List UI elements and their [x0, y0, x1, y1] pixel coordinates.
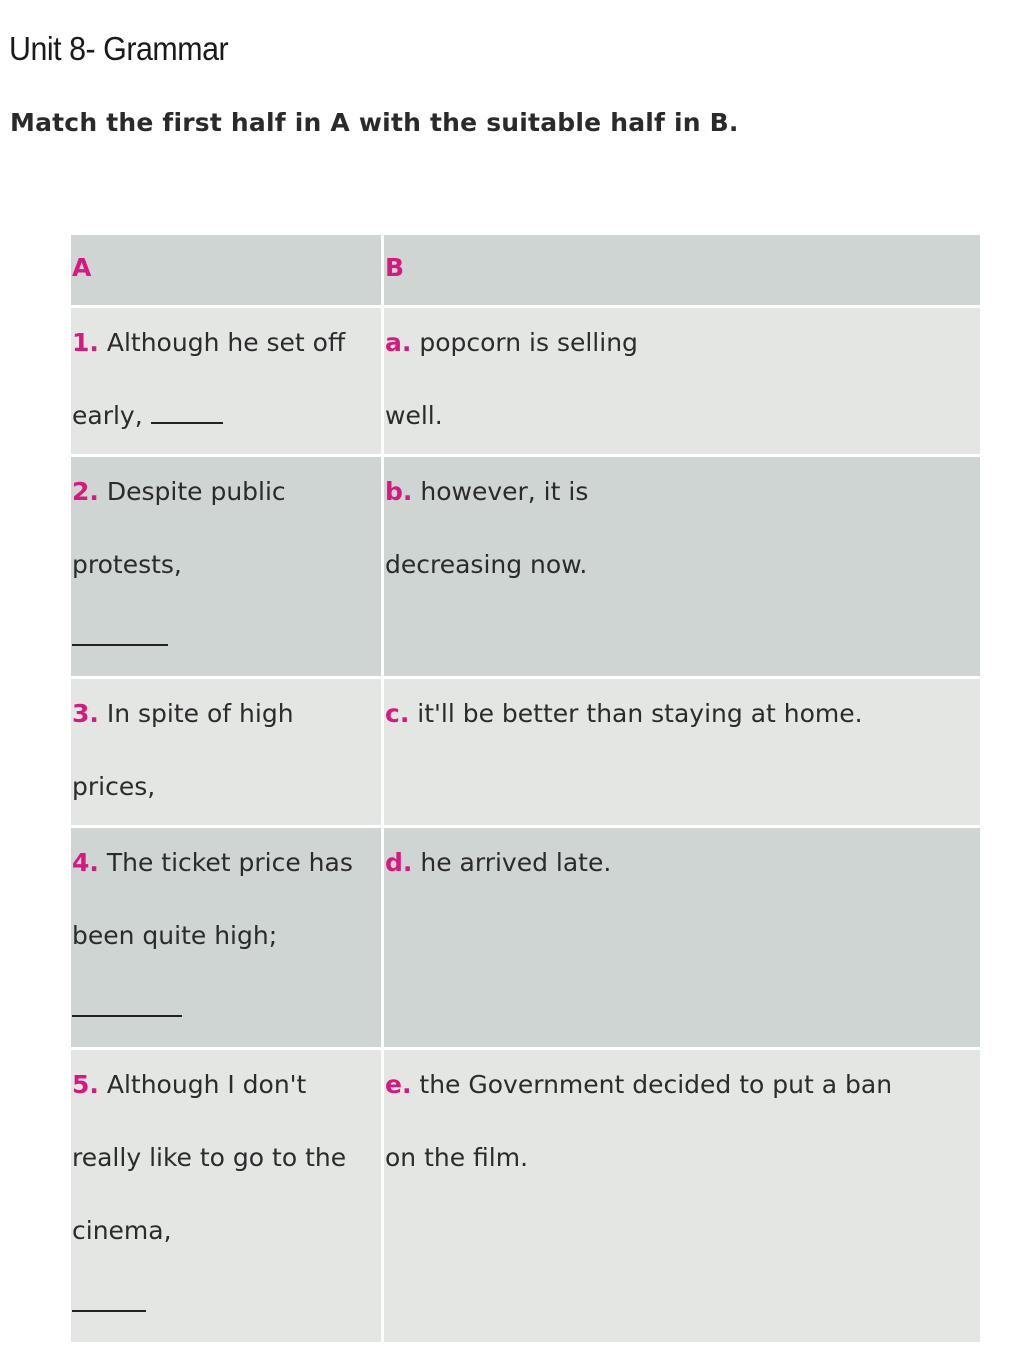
- line: well.: [385, 401, 443, 430]
- line: really like to go to the: [72, 1143, 347, 1172]
- line: e. the Government decided to put a ban: [385, 1070, 893, 1099]
- table-row: [70, 307, 982, 456]
- instruction-text: Match the first half in A with the suitable half in B.: [10, 108, 739, 137]
- option-letter: b.: [385, 477, 413, 506]
- cell-a: [70, 827, 383, 1049]
- table-row: [70, 678, 982, 827]
- option-letter: c.: [385, 699, 410, 728]
- line: prices,: [72, 772, 156, 801]
- matching-table: [68, 232, 983, 1345]
- item-number: 5.: [72, 1070, 99, 1099]
- line: on the film.: [385, 1143, 529, 1172]
- answer-blank[interactable]: [151, 421, 223, 424]
- line: early,: [72, 379, 381, 452]
- page-title: Unit 8- Grammar: [9, 30, 229, 67]
- column-b-header: B: [383, 234, 982, 307]
- answer-blank[interactable]: [72, 1309, 146, 1312]
- option-letter: a.: [385, 328, 412, 357]
- table-header-row: [70, 234, 982, 307]
- item-number: 3.: [72, 699, 99, 728]
- answer-blank[interactable]: [72, 1014, 182, 1017]
- item-number: 2.: [72, 477, 99, 506]
- option-letter: d.: [385, 848, 413, 877]
- line: protests,: [72, 550, 182, 579]
- item-number: 4.: [72, 848, 99, 877]
- cell-a: [70, 1049, 383, 1344]
- line: [72, 601, 381, 674]
- table-row: [70, 1049, 982, 1344]
- cell-a: [70, 456, 383, 678]
- cell-b: [383, 307, 982, 456]
- cell-a: [70, 307, 383, 456]
- line: 5. Although I don't: [72, 1070, 307, 1099]
- line: cinema,: [72, 1216, 172, 1245]
- item-number: 1.: [72, 328, 99, 357]
- line: 4. The ticket price has: [72, 848, 353, 877]
- line: 1. Although he set off: [72, 328, 346, 357]
- cell-b: [383, 827, 982, 1049]
- line: [72, 1267, 381, 1340]
- line: a. popcorn is selling: [385, 328, 638, 357]
- cell-b: [383, 678, 982, 827]
- line: b. however, it is: [385, 477, 589, 506]
- cell-b: [383, 456, 982, 678]
- line: c. it'll be better than staying at home.: [385, 699, 863, 728]
- line: [72, 972, 381, 1045]
- line: decreasing now.: [385, 550, 588, 579]
- column-a-header: A: [70, 234, 383, 307]
- line: been quite high;: [72, 921, 278, 950]
- answer-blank[interactable]: [72, 643, 168, 646]
- line: d. he arrived late.: [385, 848, 612, 877]
- option-letter: e.: [385, 1070, 412, 1099]
- table-row: [70, 456, 982, 678]
- line: 3. In spite of high: [72, 699, 294, 728]
- line: 2. Despite public: [72, 477, 286, 506]
- cell-b: [383, 1049, 982, 1344]
- table-row: [70, 827, 982, 1049]
- cell-a: [70, 678, 383, 827]
